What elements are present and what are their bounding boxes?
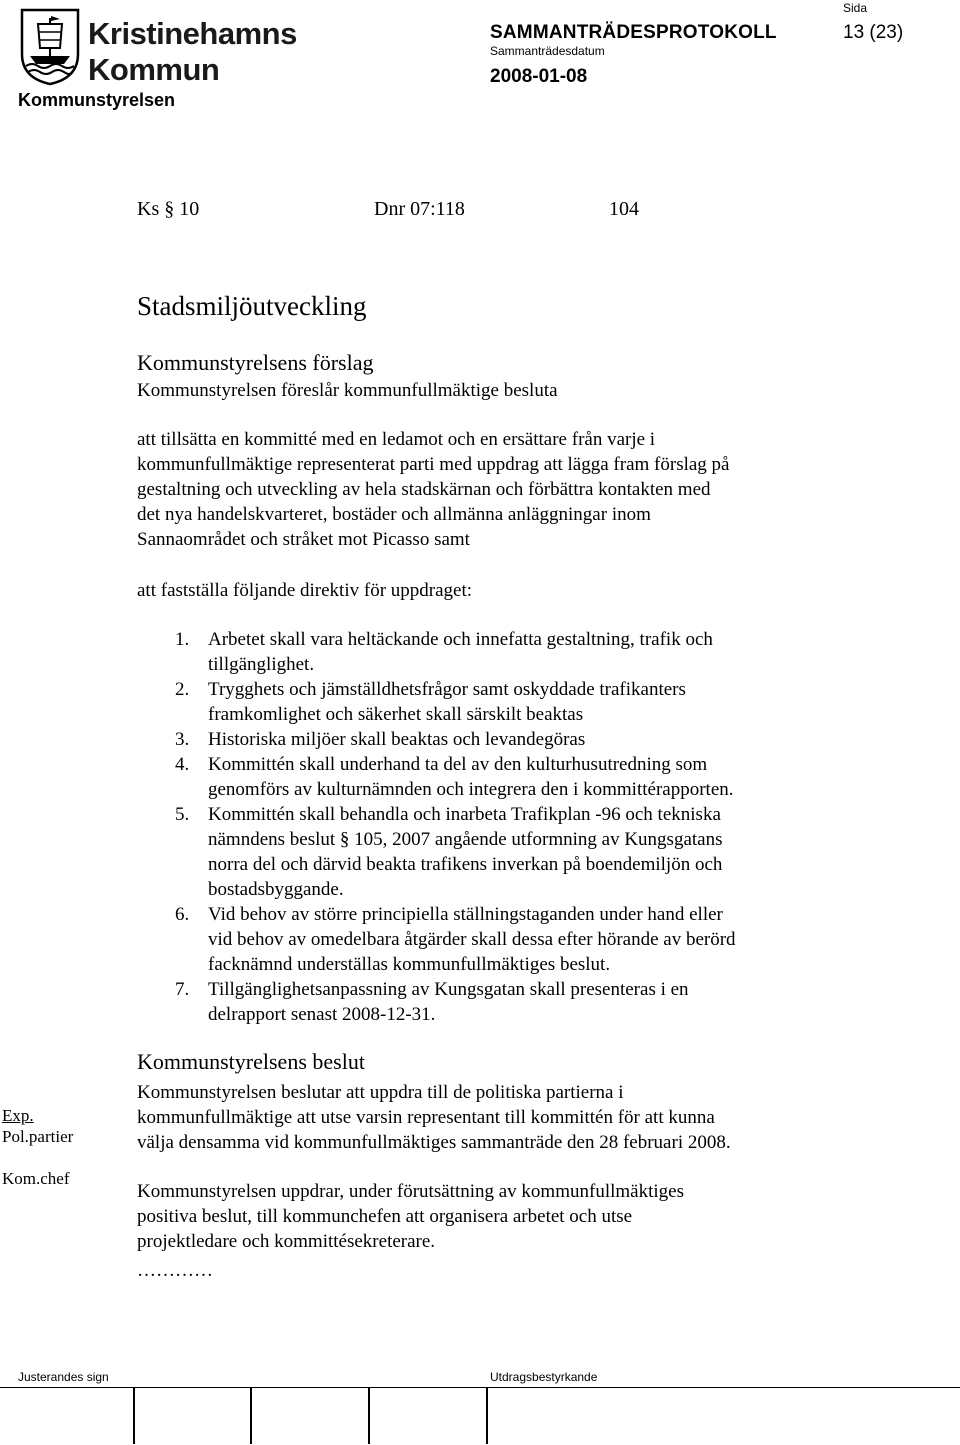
text-line: framkomlighet och säkerhet skall särskilt beaktas <box>208 704 584 725</box>
text-line: Kommittén skall underhand ta del av den kulturhusutredning som <box>208 754 708 775</box>
list-item <box>175 902 875 977</box>
text-line: Kommunstyrelsen uppdrar, under förutsättning av kommunfullmäktiges <box>137 1181 684 1202</box>
text-line: Historiska miljöer skall beaktas och levandegöras <box>208 729 586 750</box>
page-label: Sida <box>843 1 868 15</box>
proposal-paragraph-2: att fastställa följande direktiv för uppdraget: <box>137 580 473 601</box>
text-line: kommunfullmäktige representerat parti med uppdrag att lägga fram förslag på <box>137 454 730 475</box>
text-line: projektledare och kommittésekreterare. <box>137 1231 436 1252</box>
text-line: genomförs av kulturnämnden och integrera den i kommittérapporten. <box>208 779 734 800</box>
meeting-date: 2008-01-08 <box>490 66 588 87</box>
organization-name: Kommunstyrelsen <box>18 90 176 110</box>
list-number: 5. <box>175 804 190 825</box>
page-number: 13 (23) <box>843 22 904 43</box>
text-line: tillgänglighet. <box>208 654 315 675</box>
list-item <box>175 627 875 677</box>
signature-box-divider <box>368 1388 370 1444</box>
list-item <box>175 977 875 1027</box>
list-number: 4. <box>175 754 190 775</box>
ship-emblem-icon <box>18 8 297 87</box>
proposal-intro: Kommunstyrelsen föreslår kommunfullmäktige besluta <box>137 380 558 401</box>
text-line: vid behov av omedelbara åtgärder skall dessa efter hörande av berörd <box>208 929 736 950</box>
list-item <box>175 677 875 727</box>
signature-box-divider <box>250 1388 252 1444</box>
ellipsis-marker: ………… <box>137 1260 213 1281</box>
signature-label: Justerandes sign <box>18 1370 109 1384</box>
decision-paragraph-2 <box>137 1179 684 1254</box>
svg-text:Kommun: Kommun <box>88 52 220 87</box>
text-line: kommunfullmäktige att utse varsin representant till kommittén för att kunna <box>137 1107 715 1128</box>
text-line: Vid behov av större principiella ställningstaganden under hand eller <box>208 904 723 925</box>
proposal-heading: Kommunstyrelsens förslag <box>137 350 374 375</box>
text-line: Tillgänglighetsanpassning av Kungsgatan skall presenteras i en <box>208 979 689 1000</box>
text-line: det nya handelskvarteret, bostäder och allmänna anläggningar inom <box>137 504 651 525</box>
footer-rule <box>0 1387 960 1388</box>
proposal-paragraph-1 <box>137 427 729 552</box>
case-dnr: Dnr 07:118 <box>374 198 465 220</box>
decision-paragraph-1 <box>137 1080 731 1155</box>
svg-text:Kristinehamns: Kristinehamns <box>88 16 297 51</box>
text-line: positiva beslut, till kommunchefen att organisera arbetet och utse <box>137 1206 633 1227</box>
directives-list <box>175 627 875 1027</box>
list-item <box>175 752 875 802</box>
case-reference: 104 <box>609 198 639 220</box>
decision-heading: Kommunstyrelsens beslut <box>137 1049 365 1074</box>
certification-label: Utdragsbestyrkande <box>490 1370 598 1384</box>
list-number: 2. <box>175 679 190 700</box>
protocol-title: SAMMANTRÄDESPROTOKOLL <box>490 22 777 43</box>
recipient-political-parties: Pol.partier <box>2 1127 74 1146</box>
text-line: Sannaområdet och stråket mot Picasso samt <box>137 529 470 550</box>
expedition-label: Exp. <box>2 1106 34 1125</box>
case-paragraph: Ks § 10 <box>137 198 200 220</box>
list-item <box>175 802 875 902</box>
text-line: Kommittén skall behandla och inarbeta Trafikplan -96 och tekniska <box>208 804 721 825</box>
text-line: välja densamma vid kommunfullmäktiges sammanträde den 28 februari 2008. <box>137 1132 731 1153</box>
signature-box-divider <box>486 1388 488 1444</box>
text-line: Trygghets och jämställdhetsfrågor samt oskyddade trafikanters <box>208 679 686 700</box>
date-label: Sammanträdesdatum <box>490 44 605 58</box>
signature-box-divider <box>133 1388 135 1444</box>
text-line: facknämnd underställas kommunfullmäktiges beslut. <box>208 954 611 975</box>
text-line: delrapport senast 2008-12-31. <box>208 1004 436 1025</box>
text-line: att tillsätta en kommitté med en ledamot och en ersättare från varje i <box>137 429 656 450</box>
list-item <box>175 727 875 752</box>
text-line: norra del och därvid beakta trafikens inverkan på boendemiljön och <box>208 854 723 875</box>
list-number: 1. <box>175 629 190 650</box>
list-number: 6. <box>175 904 190 925</box>
list-number: 3. <box>175 729 190 750</box>
text-line: nämndens beslut § 105, 2007 angående utformning av Kungsgatans <box>208 829 723 850</box>
text-line: Arbetet skall vara heltäckande och innefatta gestaltning, trafik och <box>208 629 713 650</box>
document-title: Stadsmiljöutveckling <box>137 291 367 321</box>
list-number: 7. <box>175 979 190 1000</box>
text-line: bostadsbyggande. <box>208 879 344 900</box>
recipient-municipal-chief: Kom.chef <box>2 1169 70 1188</box>
municipality-logo <box>18 8 297 87</box>
text-line: gestaltning och utveckling av hela stadskärnan och förbättra kontakten med <box>137 479 711 500</box>
text-line: Kommunstyrelsen beslutar att uppdra till de politiska partierna i <box>137 1082 624 1103</box>
